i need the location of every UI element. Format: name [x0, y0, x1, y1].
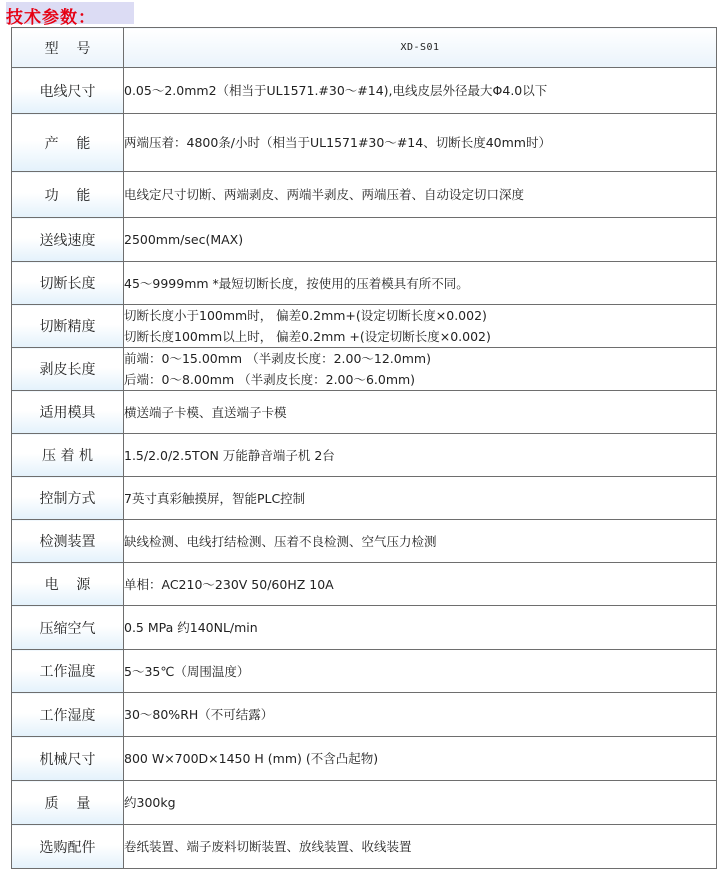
row-label — [12, 391, 124, 434]
section-title-background — [6, 2, 134, 28]
table-row — [12, 68, 717, 114]
row-value-line: 两端压着：4800条/小时（相当于UL1571#30～#14、切断长度40mm时） — [124, 135, 551, 150]
table-row — [12, 520, 717, 563]
row-value — [124, 650, 717, 693]
row-label-text: 切断长度 — [39, 276, 96, 292]
row-label — [12, 434, 124, 477]
row-label — [12, 606, 124, 650]
row-value-line: 0.05～2.0mm2（相当于UL1571.#30～#14),电线皮层外径最大Φ4.0以下 — [124, 83, 548, 98]
row-label — [12, 563, 124, 606]
row-label — [12, 781, 124, 825]
row-value-line: 2500mm/sec(MAX) — [124, 232, 244, 247]
row-label-text: 选购配件 — [39, 839, 96, 856]
row-label-text: 电 源 — [44, 577, 91, 593]
row-value — [124, 114, 717, 172]
table-row — [12, 305, 717, 348]
table-row — [12, 262, 717, 305]
row-label-text: 功 能 — [44, 187, 91, 204]
table-row — [12, 348, 717, 391]
row-label — [12, 172, 124, 218]
table-row — [12, 172, 717, 218]
row-value — [124, 563, 717, 606]
row-value — [124, 434, 717, 477]
row-value-line: 缺线检测、电线打结检测、压着不良检测、空气压力检测 — [124, 533, 437, 549]
row-label-text: 控制方式 — [39, 491, 96, 507]
row-label-text: 检测装置 — [39, 534, 96, 550]
row-label-text: 电线尺寸 — [39, 83, 96, 100]
row-label-text: 质 量 — [44, 795, 91, 812]
row-label-text: 产 能 — [44, 135, 91, 152]
row-value-line: 45～9999mm *最短切断长度，按使用的压着模具有所不同。 — [124, 275, 469, 291]
spec-table — [11, 27, 717, 869]
row-value — [124, 693, 717, 737]
row-value-line: 前端：0～15.00mm （半剥皮长度：2.00～12.0mm) — [124, 351, 431, 366]
table-row — [12, 114, 717, 172]
row-value-line: 横送端子卡模、直送端子卡模 — [124, 404, 287, 420]
table-row — [12, 477, 717, 520]
row-label — [12, 693, 124, 737]
row-value-line: 1.5/2.0/2.5TON 万能静音端子机 2台 — [124, 447, 335, 463]
table-row — [12, 825, 717, 869]
table-row — [12, 650, 717, 693]
row-label — [12, 737, 124, 781]
model-label: 型 号 — [12, 28, 124, 68]
row-label-text: 剥皮长度 — [39, 362, 96, 378]
row-label-text: 工作温度 — [39, 664, 96, 680]
row-value-line: 卷纸装置、端子废料切断装置、放线装置、收线装置 — [124, 839, 412, 854]
row-label — [12, 650, 124, 693]
row-label-text: 送线速度 — [39, 232, 96, 249]
row-label — [12, 348, 124, 391]
row-label-text: 机械尺寸 — [39, 751, 96, 768]
row-value-line: 约300kg — [124, 795, 176, 810]
row-label — [12, 477, 124, 520]
row-value-line: 单相：AC210～230V 50/60HZ 10A — [124, 576, 334, 592]
row-value — [124, 477, 717, 520]
table-row — [12, 606, 717, 650]
row-label-text: 压 着 机 — [42, 448, 93, 464]
row-label — [12, 520, 124, 563]
row-label — [12, 68, 124, 114]
row-label-text: 压缩空气 — [39, 620, 96, 637]
row-value — [124, 737, 717, 781]
row-label — [12, 114, 124, 172]
row-value — [124, 781, 717, 825]
table-row — [12, 391, 717, 434]
row-label-text: 工作湿度 — [39, 707, 96, 724]
row-label — [12, 825, 124, 869]
section-title: 技术参数： — [6, 8, 96, 28]
table-row — [12, 218, 717, 262]
table-row — [12, 693, 717, 737]
row-value — [124, 606, 717, 650]
row-value — [124, 172, 717, 218]
row-label — [12, 305, 124, 348]
row-value — [124, 218, 717, 262]
row-value-line: 后端：0～8.00mm （半剥皮长度：2.00～6.0mm) — [124, 372, 416, 387]
table-row — [12, 434, 717, 477]
row-value-line: 0.5 MPa 约140NL/min — [124, 620, 258, 635]
row-value-line: 800 W×700D×1450 H (mm) (不含凸起物) — [124, 751, 379, 766]
row-value-line: 5～35℃（周围温度） — [124, 663, 250, 679]
row-label — [12, 262, 124, 305]
row-value — [124, 825, 717, 869]
row-label-text: 适用模具 — [39, 405, 96, 421]
row-value-line: 7英寸真彩触摸屏，智能PLC控制 — [124, 490, 306, 506]
row-value — [124, 262, 717, 305]
row-label-text: 切断精度 — [39, 319, 96, 335]
row-value — [124, 348, 717, 391]
row-value — [124, 305, 717, 348]
table-row — [12, 781, 717, 825]
row-value — [124, 520, 717, 563]
row-label — [12, 218, 124, 262]
table-row — [12, 737, 717, 781]
table-row — [12, 563, 717, 606]
table-header-row — [12, 28, 717, 68]
row-value — [124, 68, 717, 114]
row-value-line: 切断长度100mm以上时， 偏差0.2mm +(设定切断长度×0.002) — [124, 329, 491, 344]
row-value-line: 切断长度小于100mm时， 偏差0.2mm+(设定切断长度×0.002) — [124, 308, 487, 323]
row-value-line: 30～80%RH（不可结露） — [124, 707, 274, 722]
row-value-line: 电线定尺寸切断、两端剥皮、两端半剥皮、两端压着、自动设定切口深度 — [124, 187, 525, 202]
row-value — [124, 391, 717, 434]
model-value: XD-S01 — [124, 28, 717, 68]
